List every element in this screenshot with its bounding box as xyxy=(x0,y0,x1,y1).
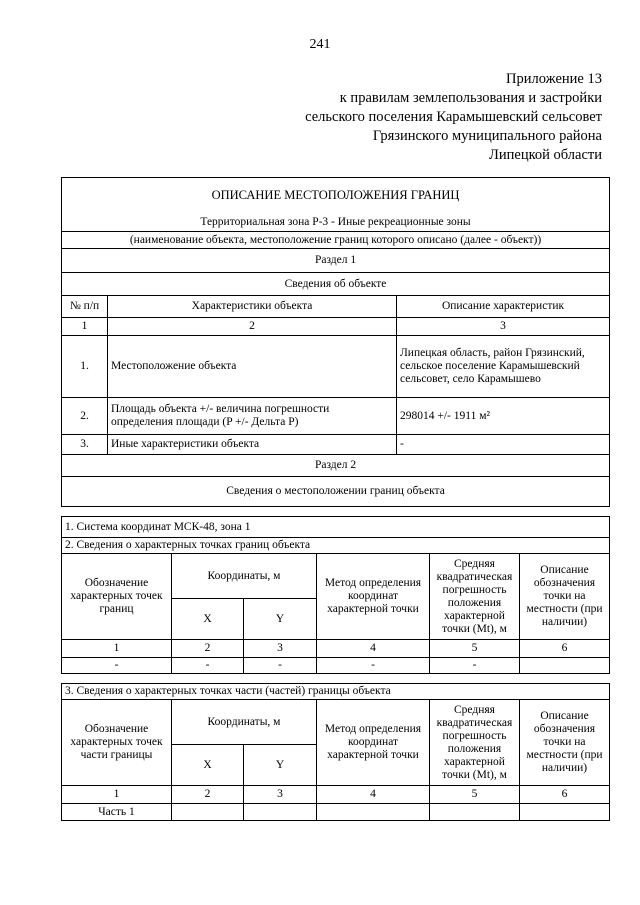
point-description-header: Описание обозначения точки на местности (при наличии) xyxy=(520,700,610,786)
designation-header: Обозначение характерных точек границ xyxy=(62,554,172,640)
y-header: Y xyxy=(244,599,317,640)
section-1-heading: Раздел 1 xyxy=(62,249,610,273)
part-label: Часть 1 xyxy=(62,804,172,821)
col-index: 1 xyxy=(62,318,108,336)
col-index: 6 xyxy=(520,786,610,804)
row-number: 2. xyxy=(62,398,108,435)
method-header: Метод определения координат характерной точки xyxy=(317,554,430,640)
points-section-title: 2. Сведения о характерных точках границ объекта xyxy=(62,538,610,554)
zone-name: Территориальная зона Р-3 - Иные рекреационные зоны xyxy=(62,214,610,232)
col-index: 1 xyxy=(62,640,172,658)
table-row xyxy=(62,435,610,455)
error-header: Средняя квадратическая погрешность положения характерной точки (Mt), м xyxy=(430,700,520,786)
cell-dash: - xyxy=(244,658,317,674)
coordinate-system: 1. Система координат МСК-48, зона 1 xyxy=(62,517,610,538)
col-index: 3 xyxy=(397,318,610,336)
part-points-table xyxy=(61,683,610,821)
document-title: ОПИСАНИЕ МЕСТОПОЛОЖЕНИЯ ГРАНИЦ xyxy=(62,178,610,214)
col-index: 3 xyxy=(244,786,317,804)
coordinates-header: Координаты, м xyxy=(172,554,317,599)
col-index: 2 xyxy=(172,640,244,658)
page-number: 241 xyxy=(309,37,331,52)
boundary-points-table xyxy=(61,516,610,674)
error-header: Средняя квадратическая погрешность положения характерной точки (Mt), м xyxy=(430,554,520,640)
section-1-title: Сведения об объекте xyxy=(62,273,610,296)
cell-empty xyxy=(244,804,317,821)
section-2-title: Сведения о местоположении границ объекта xyxy=(62,477,610,507)
method-header: Метод определения координат характерной точки xyxy=(317,700,430,786)
row-characteristic: Иные характеристики объекта xyxy=(108,435,397,455)
row-characteristic: Местоположение объекта xyxy=(108,336,397,398)
col-index: 5 xyxy=(430,640,520,658)
appendix-line: Липецкой области xyxy=(489,147,602,163)
x-header: X xyxy=(172,745,244,786)
part-points-section-title: 3. Сведения о характерных точках части (частей) границы объекта xyxy=(62,684,610,700)
appendix-line: сельского поселения Карамышевский сельсовет xyxy=(305,109,602,125)
row-number: 1. xyxy=(62,336,108,398)
col-index: 4 xyxy=(317,786,430,804)
cell-dash: - xyxy=(430,658,520,674)
cell-dash: - xyxy=(317,658,430,674)
appendix-line: к правилам землепользования и застройки xyxy=(339,90,602,106)
point-description-header: Описание обозначения точки на местности (при наличии) xyxy=(520,554,610,640)
cell-empty xyxy=(172,804,244,821)
col-index: 2 xyxy=(108,318,397,336)
coordinates-header: Координаты, м xyxy=(172,700,317,745)
cell-empty xyxy=(430,804,520,821)
col-characteristic-header: Характеристики объекта xyxy=(108,296,397,318)
x-header: X xyxy=(172,599,244,640)
col-index: 1 xyxy=(62,786,172,804)
zone-note: (наименование объекта, местоположение границ которого описано (далее - объект)) xyxy=(62,232,610,249)
cell-empty xyxy=(520,658,610,674)
table-row xyxy=(62,398,610,435)
cell-dash: - xyxy=(62,658,172,674)
cell-dash: - xyxy=(172,658,244,674)
table-row xyxy=(62,336,610,398)
col-index: 2 xyxy=(172,786,244,804)
appendix-header xyxy=(305,70,602,165)
col-index: 3 xyxy=(244,640,317,658)
y-header: Y xyxy=(244,745,317,786)
cell-empty xyxy=(520,804,610,821)
table-row xyxy=(62,658,610,674)
table-row xyxy=(62,804,610,821)
object-info-table xyxy=(61,177,610,507)
row-characteristic: Площадь объекта +/- величина погрешности определения площади (P +/- Дельта P) xyxy=(108,398,397,435)
col-description-header: Описание характеристик xyxy=(397,296,610,318)
cell-empty xyxy=(317,804,430,821)
row-number: 3. xyxy=(62,435,108,455)
section-2-heading: Раздел 2 xyxy=(62,455,610,477)
row-description: 298014 +/- 1911 м² xyxy=(397,398,610,435)
col-index: 6 xyxy=(520,640,610,658)
row-description: - xyxy=(397,435,610,455)
col-index: 4 xyxy=(317,640,430,658)
col-index: 5 xyxy=(430,786,520,804)
col-number-header: № п/п xyxy=(62,296,108,318)
appendix-line: Грязинского муниципального района xyxy=(372,128,602,144)
row-description: Липецкая область, район Грязинский, сельское поселение Карамышевский сельсовет, село Карамышево xyxy=(397,336,610,398)
designation-header: Обозначение характерных точек части границы xyxy=(62,700,172,786)
appendix-line: Приложение 13 xyxy=(506,71,602,87)
